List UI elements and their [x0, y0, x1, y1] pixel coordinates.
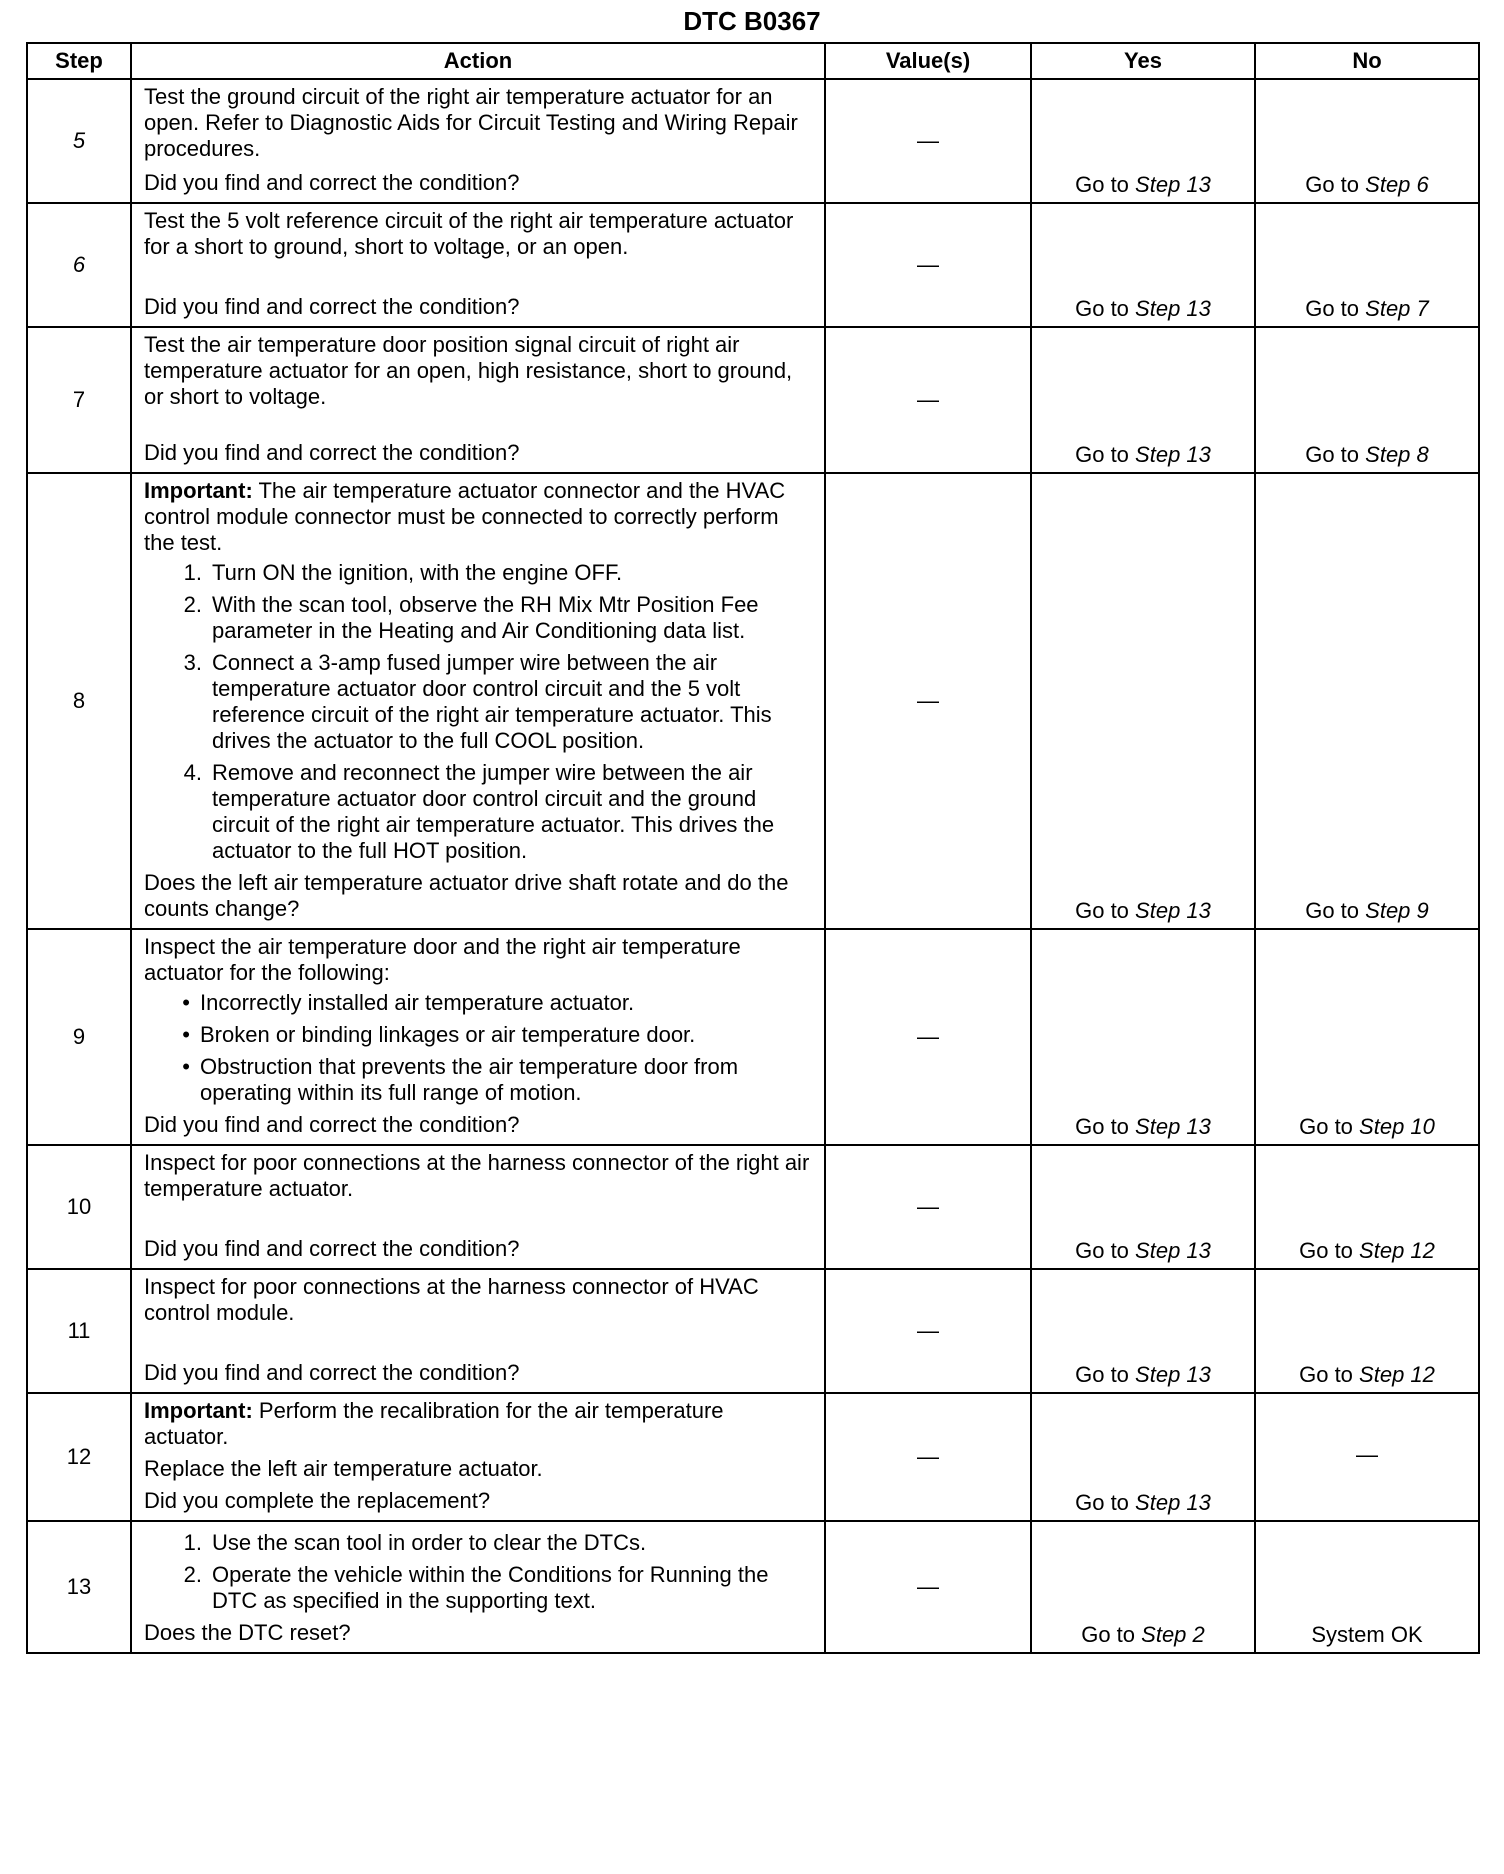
no-cell — [1255, 473, 1479, 929]
no-goto-label: Go to — [1299, 1362, 1353, 1387]
yes-goto-label: Go to — [1075, 172, 1129, 197]
important-note — [144, 1398, 814, 1450]
action-content — [144, 84, 814, 196]
no-goto-label: Go to — [1305, 172, 1360, 197]
table-row — [27, 473, 1479, 929]
procedure-text: Connect a 3-amp fused jumper wire between the air temperature actuator door control circuit and the 5 volt reference circuit of the right air temperature actuator. This drives the actuator to the full COOL position. — [212, 650, 772, 753]
yes-goto-label: Go to — [1075, 1490, 1129, 1515]
action-cell — [131, 203, 825, 327]
step-number: 11 — [27, 1269, 131, 1393]
no-cell: — — [1255, 1393, 1479, 1521]
yes-cell — [1031, 79, 1255, 203]
bullet-icon: • — [182, 990, 190, 1015]
action-cell — [131, 1269, 825, 1393]
action-content — [144, 1526, 814, 1646]
step-number: 7 — [27, 327, 131, 473]
table-header-row — [27, 43, 1479, 79]
no-goto-step: Step 7 — [1365, 296, 1429, 321]
value-cell: — — [825, 79, 1031, 203]
no-goto-step: Step 12 — [1359, 1238, 1435, 1263]
yes-cell — [1031, 203, 1255, 327]
action-text — [144, 208, 814, 260]
question-text: Does the DTC reset? — [144, 1620, 351, 1645]
yes-goto-step: Step 13 — [1135, 296, 1211, 321]
table-row — [27, 1145, 1479, 1269]
yes-goto-step: Step 2 — [1141, 1622, 1205, 1647]
action-content — [144, 934, 814, 1138]
header-step: Step — [27, 43, 131, 79]
yes-goto-label: Go to — [1075, 1238, 1129, 1263]
action-cell — [131, 473, 825, 929]
value-cell: — — [825, 1269, 1031, 1393]
action-content — [144, 332, 814, 466]
action-content — [144, 1398, 814, 1514]
yes-goto-step: Step 13 — [1135, 1362, 1211, 1387]
action-cell — [131, 929, 825, 1145]
instruction-text: Test the ground circuit of the right air temperature actuator for an open. Refer to Diagnostic Aids for Circuit Testing and Wiring Repair procedures. — [144, 84, 798, 161]
value-cell: — — [825, 1393, 1031, 1521]
question-text: Did you find and correct the condition? — [144, 440, 520, 465]
value-cell: — — [825, 327, 1031, 473]
instruction-text: Test the air temperature door position signal circuit of right air temperature actuator for an open, high resistance, short to ground, or short to voltage. — [144, 332, 793, 409]
yes-goto-label: Go to — [1075, 1362, 1129, 1387]
yes-cell — [1031, 1269, 1255, 1393]
action-cell — [131, 1521, 825, 1653]
procedure-item — [144, 560, 814, 586]
header-no: No — [1255, 43, 1479, 79]
instruction-text: Test the 5 volt reference circuit of the right air temperature actuator for a short to ground, short to voltage, or an open. — [144, 208, 794, 259]
yes-cell — [1031, 1393, 1255, 1521]
action-content — [144, 1150, 814, 1262]
value-cell: — — [825, 473, 1031, 929]
table-row — [27, 929, 1479, 1145]
bullet-item — [144, 990, 814, 1016]
yes-cell — [1031, 473, 1255, 929]
bullet-text: Incorrectly installed air temperature actuator. — [200, 990, 635, 1015]
action-content — [144, 478, 814, 922]
no-goto-step: Step 10 — [1359, 1114, 1435, 1139]
yes-goto-label: Go to — [1075, 1114, 1129, 1139]
bullet-icon: • — [182, 1054, 190, 1079]
instruction-text: Inspect for poor connections at the harness connector of the right air temperature actuator. — [144, 1150, 810, 1201]
yes-cell — [1031, 1145, 1255, 1269]
yes-cell — [1031, 1521, 1255, 1653]
bullet-icon: • — [182, 1022, 190, 1047]
bullet-item — [144, 1054, 814, 1106]
yes-goto-step: Step 13 — [1135, 442, 1211, 467]
yes-goto-step: Step 13 — [1135, 1238, 1211, 1263]
bullet-text: Obstruction that prevents the air temperature door from operating within its full range of motion. — [200, 1054, 739, 1105]
important-label: Important: — [144, 478, 253, 503]
no-goto-step: Step 9 — [1365, 898, 1429, 923]
procedure-number: 2. — [183, 1562, 202, 1587]
action-text — [144, 1150, 814, 1202]
procedure-list — [144, 1530, 814, 1614]
question-text: Did you find and correct the condition? — [144, 170, 520, 195]
header-action: Action — [131, 43, 825, 79]
instruction-text: Inspect for poor connections at the harness connector of HVAC control module. — [144, 1274, 759, 1325]
yes-goto-step: Step 13 — [1135, 1490, 1211, 1515]
yes-goto-label: Go to — [1081, 1622, 1136, 1647]
no-goto-step: Step 12 — [1359, 1362, 1435, 1387]
table-row — [27, 1393, 1479, 1521]
step-number: 5 — [27, 79, 131, 203]
value-cell: — — [825, 1521, 1031, 1653]
step-number: 9 — [27, 929, 131, 1145]
procedure-text: Turn ON the ignition, with the engine OFF. — [212, 560, 623, 585]
diagnostic-table — [26, 42, 1480, 1654]
yes-goto-step: Step 13 — [1135, 1114, 1211, 1139]
action-text — [144, 934, 814, 1112]
action-text — [144, 84, 814, 162]
bullet-list — [144, 990, 814, 1106]
procedure-number: 4. — [183, 760, 202, 785]
procedure-item — [144, 1562, 814, 1614]
no-goto-label: Go to — [1299, 1238, 1353, 1263]
action-content — [144, 208, 814, 320]
instruction-text: Inspect the air temperature door and the right air temperature actuator for the following: — [144, 934, 741, 985]
bullet-item — [144, 1022, 814, 1048]
value-cell: — — [825, 203, 1031, 327]
instruction-text: Replace the left air temperature actuator. — [144, 1456, 543, 1481]
procedure-text: With the scan tool, observe the RH Mix Mtr Position Fee parameter in the Heating and Air Conditioning data list. — [212, 592, 759, 643]
action-cell — [131, 79, 825, 203]
question-text: Does the left air temperature actuator drive shaft rotate and do the counts change? — [144, 870, 789, 921]
question-text: Did you find and correct the condition? — [144, 294, 520, 319]
procedure-number: 1. — [183, 1530, 202, 1555]
no-cell — [1255, 79, 1479, 203]
no-cell: System OK — [1255, 1521, 1479, 1653]
action-text — [144, 1398, 814, 1482]
yes-goto-label: Go to — [1075, 296, 1129, 321]
step-number: 12 — [27, 1393, 131, 1521]
procedure-text: Remove and reconnect the jumper wire between the air temperature actuator door control circuit and the ground circuit of the right air temperature actuator. This drives the actuator to the full HOT position. — [212, 760, 775, 863]
important-text: Perform the recalibration for the air temperature actuator. — [144, 1398, 724, 1449]
header-yes: Yes — [1031, 43, 1255, 79]
no-goto-label: Go to — [1305, 898, 1360, 923]
table-row — [27, 1269, 1479, 1393]
procedure-item — [144, 1530, 814, 1556]
yes-goto-step: Step 13 — [1135, 172, 1211, 197]
procedure-item — [144, 760, 814, 864]
page-title: DTC B0367 — [683, 6, 821, 36]
action-text — [144, 332, 814, 410]
no-goto-step: Step 8 — [1365, 442, 1429, 467]
procedure-number: 1. — [183, 560, 202, 585]
procedure-text: Operate the vehicle within the Conditions for Running the DTC as specified in the supporting text. — [212, 1562, 769, 1613]
procedure-number: 2. — [183, 592, 202, 617]
question-text: Did you find and correct the condition? — [144, 1360, 520, 1385]
no-cell — [1255, 203, 1479, 327]
question-text: Did you find and correct the condition? — [144, 1112, 520, 1137]
important-note — [144, 478, 814, 556]
table-row — [27, 79, 1479, 203]
action-content — [144, 1274, 814, 1386]
action-text — [144, 1526, 814, 1620]
procedure-text: Use the scan tool in order to clear the DTCs. — [212, 1530, 647, 1555]
step-number: 8 — [27, 473, 131, 929]
no-goto-label: Go to — [1299, 1114, 1353, 1139]
yes-goto-step: Step 13 — [1135, 898, 1211, 923]
yes-goto-label: Go to — [1075, 898, 1129, 923]
yes-cell — [1031, 929, 1255, 1145]
no-cell — [1255, 327, 1479, 473]
important-label: Important: — [144, 1398, 253, 1423]
yes-goto-label: Go to — [1075, 442, 1129, 467]
value-cell: — — [825, 1145, 1031, 1269]
table-row — [27, 1521, 1479, 1653]
procedure-item — [144, 650, 814, 754]
bullet-text: Broken or binding linkages or air temperature door. — [200, 1022, 696, 1047]
question-text: Did you complete the replacement? — [144, 1488, 491, 1513]
action-text — [144, 1274, 814, 1326]
question-text: Did you find and correct the condition? — [144, 1236, 520, 1261]
table-row — [27, 327, 1479, 473]
no-cell — [1255, 1145, 1479, 1269]
header-value: Value(s) — [825, 43, 1031, 79]
value-cell: — — [825, 929, 1031, 1145]
no-cell — [1255, 1269, 1479, 1393]
procedure-number: 3. — [183, 650, 202, 675]
no-goto-step: Step 6 — [1365, 172, 1429, 197]
no-goto-label: Go to — [1305, 296, 1360, 321]
no-cell — [1255, 929, 1479, 1145]
procedure-list — [144, 560, 814, 864]
no-goto-label: Go to — [1305, 442, 1360, 467]
step-number: 13 — [27, 1521, 131, 1653]
action-cell — [131, 327, 825, 473]
action-cell — [131, 1393, 825, 1521]
action-cell — [131, 1145, 825, 1269]
yes-cell — [1031, 327, 1255, 473]
procedure-item — [144, 592, 814, 644]
table-body — [27, 79, 1479, 1653]
step-number: 6 — [27, 203, 131, 327]
step-number: 10 — [27, 1145, 131, 1269]
table-row — [27, 203, 1479, 327]
action-text — [144, 478, 814, 870]
important-text: The air temperature actuator connector and the HVAC control module connector must be connected to correctly perform the test. — [144, 478, 786, 555]
